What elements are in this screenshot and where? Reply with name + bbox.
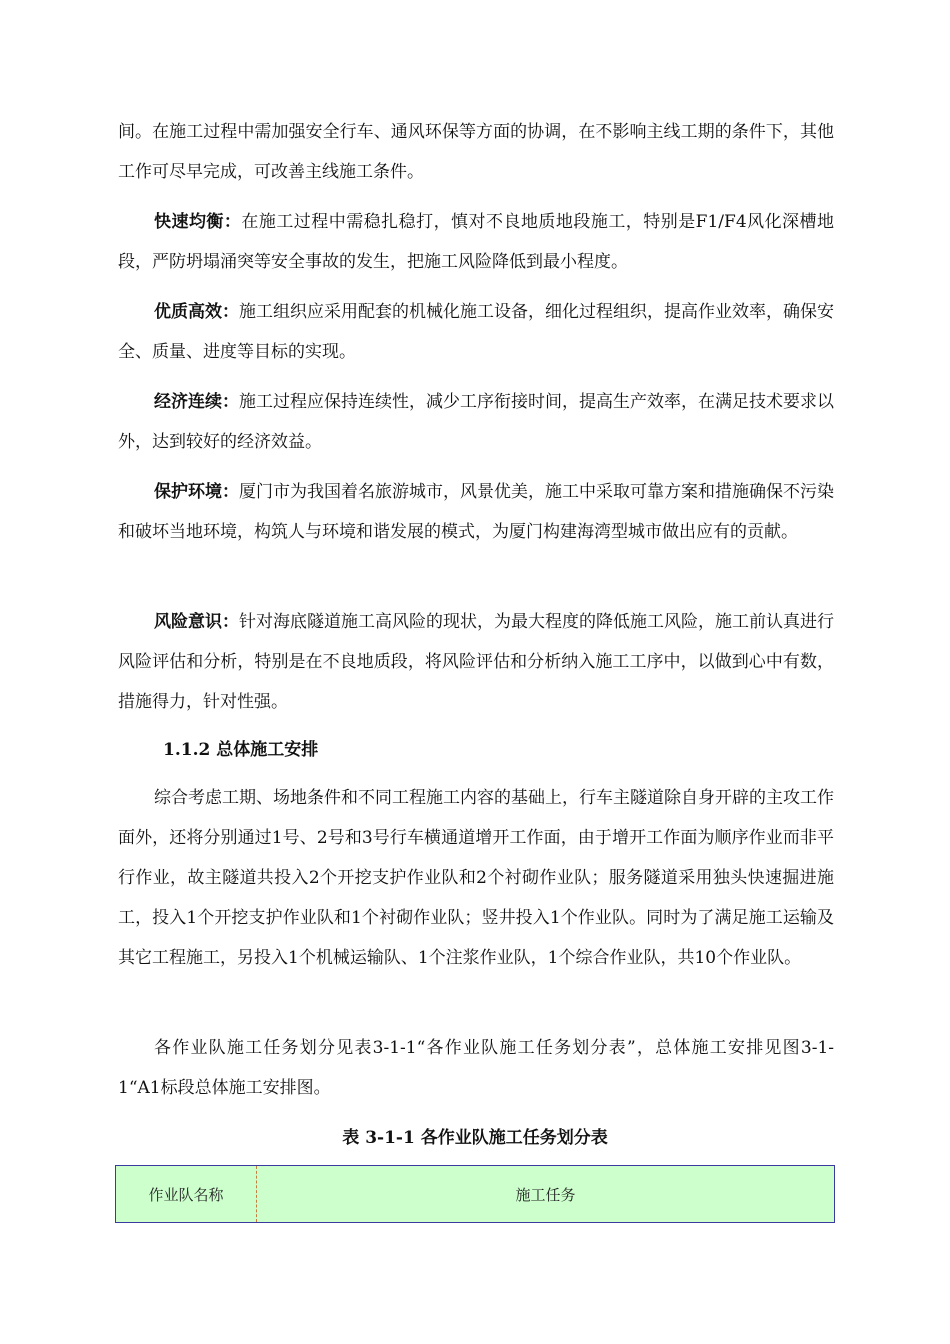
table-header-team-name: 作业队名称	[116, 1166, 257, 1222]
paragraph-lead: 优质高效：	[154, 302, 239, 322]
paragraph-quality-efficient	[118, 292, 834, 372]
paragraph-risk-awareness	[118, 602, 834, 722]
table-header-task: 施工任务	[515, 1185, 576, 1204]
paragraph-continuation	[118, 112, 834, 192]
table-caption: 表 3-1-1 各作业队施工任务划分表	[342, 1128, 608, 1148]
paragraph-overall-arrangement	[118, 778, 834, 978]
paragraph-text: 针对海底隧道施工高风险的现状，为最大程度的降低施工风险，施工前认真进行风险评估和分析，特别是在不良地质段，将风险评估和分析纳入施工工序中，以做到心中有数，措施得力，针对性强。	[118, 612, 834, 712]
paragraph-text: 综合考虑工期、场地条件和不同工程施工内容的基础上，行车主隧道除自身开辟的主攻工作面外，还将分别通过1号、2号和3号行车横通道增开工作面，由于增开工作面为顺序作业而非平行作业，故主隧道共投入2个开挖支护作业队和2个衬砌作业队；服务隧道采用独头快速掘进施工，投入1个开挖支护作业队和1个衬砌作业队；竖井投入1个作业队。同时为了满足施工运输及其它工程施工，另投入1个机械运输队、1个注浆作业队，1个综合作业队，共10个作业队。	[118, 788, 834, 968]
paragraph-text: 各作业队施工任务划分见表3-1-1“各作业队施工任务划分表”，总体施工安排见图3-1-1“A1标段总体施工安排图。	[118, 1038, 834, 1098]
paragraph-environment	[118, 472, 834, 552]
paragraph-text: 施工过程应保持连续性，减少工序衔接时间，提高生产效率，在满足技术要求以外，达到较好的经济效益。	[118, 392, 834, 452]
paragraph-text: 厦门市为我国着名旅游城市，风景优美，施工中采取可靠方案和措施确保不污染和破坏当地环境，构筑人与环境和谐发展的模式，为厦门构建海湾型城市做出应有的贡献。	[118, 482, 834, 542]
paragraph-fast-balanced	[118, 202, 834, 282]
paragraph-economic-continuous	[118, 382, 834, 462]
paragraph-text: 施工组织应采用配套的机械化施工设备，细化过程组织，提高作业效率，确保安全、质量、进度等目标的实现。	[118, 302, 834, 362]
paragraph-text: 间。在施工过程中需加强安全行车、通风环保等方面的协调，在不影响主线工期的条件下，其他工作可尽早完成，可改善主线施工条件。	[118, 122, 834, 182]
paragraph-lead: 风险意识：	[154, 612, 239, 632]
paragraph-lead: 快速均衡：	[154, 212, 242, 232]
section-heading: 1.1.2 总体施工安排	[163, 740, 319, 760]
paragraph-lead: 保护环境：	[154, 482, 239, 502]
task-division-table	[115, 1165, 835, 1223]
paragraph-text: 在施工过程中需稳扎稳打，慎对不良地质地段施工，特别是F1/F4风化深槽地段，严防坍塌涌突等安全事故的发生，把施工风险降低到最小程度。	[118, 212, 835, 272]
paragraph-lead: 经济连续：	[154, 392, 239, 412]
paragraph-table-reference	[118, 1028, 834, 1108]
